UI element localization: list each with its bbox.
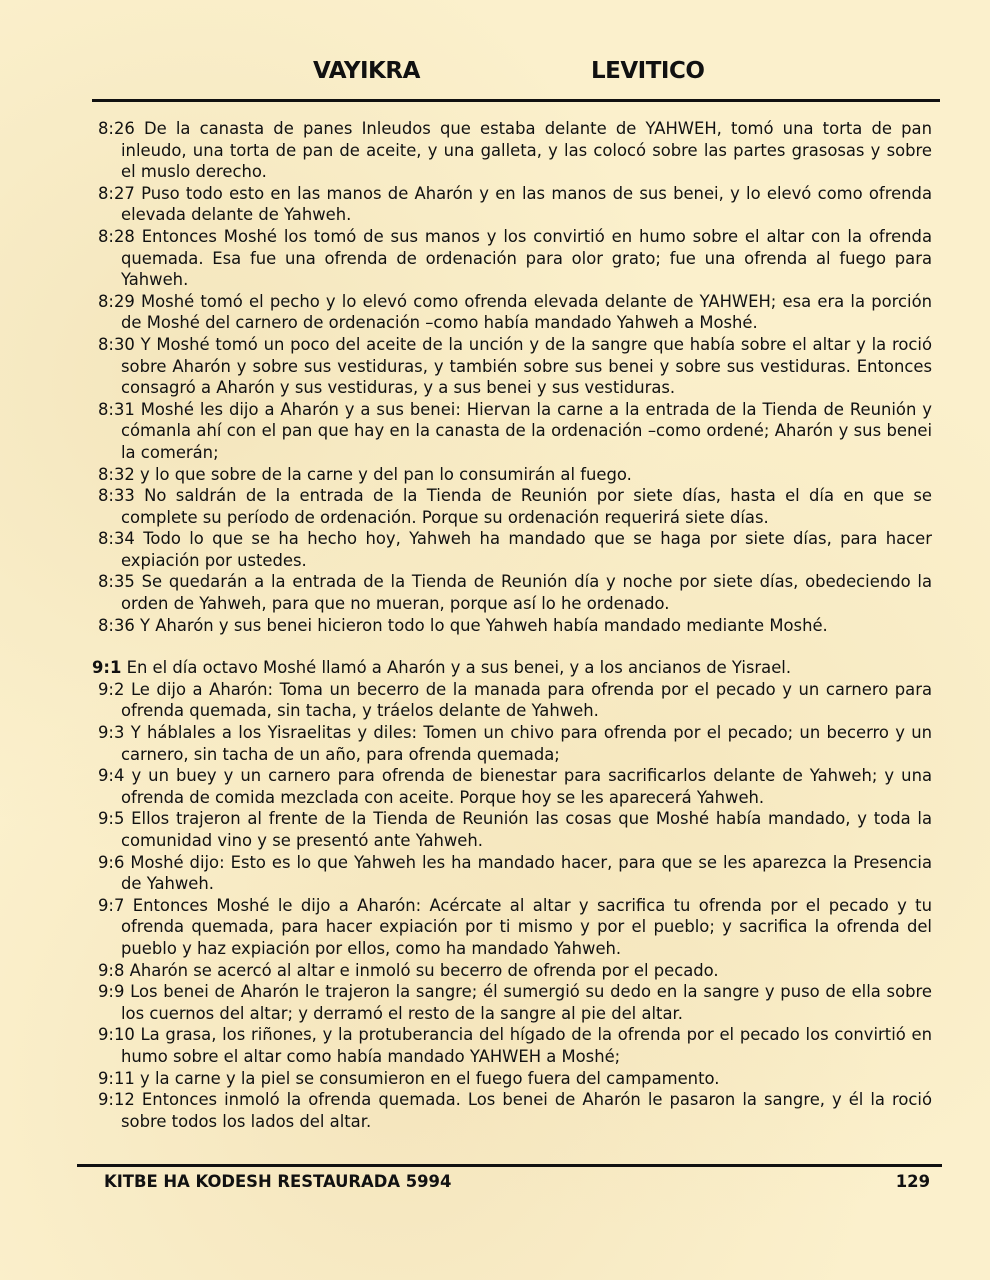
- page-header: [0, 58, 990, 90]
- verse: 9:12 Entonces inmoló la ofrenda quemada. Los benei de Aharón le pasaron la sangre, y él la roció sobre todos los lados del altar.: [98, 1090, 932, 1131]
- verse: 9:8 Aharón se acercó al altar e inmoló su becerro de ofrenda por el pecado.: [98, 960, 719, 980]
- chapter-verse-ref: 9:1: [92, 658, 122, 678]
- scripture-body: [92, 118, 932, 1132]
- verse: 8:28 Entonces Moshé los tomó de sus manos y los convirtió en humo sobre el altar con la ofrenda quemada. Esa fue una ofrenda de ordenación para olor grato; fue una ofrenda al fuego para Yahweh.: [98, 226, 933, 290]
- verse: 9:5 Ellos trajeron al frente de la Tienda de Reunión las cosas que Moshé había mandado, y toda la comunidad vino y se presentó ante Yahweh.: [98, 809, 932, 850]
- verse: 8:27 Puso todo esto en las manos de Aharón y en las manos de sus benei, y lo elevó como ofrenda elevada delante de Yahweh.: [98, 183, 932, 225]
- verse: 8:34 Todo lo que se ha hecho hoy, Yahweh ha mandado que se haga por siete días, para hacer expiación por ustedes.: [98, 529, 933, 570]
- verse: 8:26 De la canasta de panes Inleudos que estaba delante de YAHWEH, tomó una torta de pan inleudo, una torta de pan de aceite, y una galleta, y las colocó sobre las partes grasosas y sobre el muslo derecho.: [98, 119, 932, 182]
- verse: 8:36 Y Aharón y sus benei hicieron todo lo que Yahweh había mandado mediante Moshé.: [98, 615, 828, 635]
- chapter-start-verse: 9:1 En el día octavo Moshé llamó a Aharón y a sus benei, y a los ancianos de Yisrael.: [92, 658, 792, 678]
- verse: 9:7 Entonces Moshé le dijo a Aharón: Acércate al altar y sacrifica tu ofrenda por el pecado y tu ofrenda quemada, para hacer expiación por ti mismo y por el pueblo; y sacrifica la ofrenda del pueblo y haz expiación por ellos, como ha mandado Yahweh.: [98, 895, 932, 958]
- chapter-break: [92, 636, 932, 657]
- verse: 8:31 Moshé les dijo a Aharón y a sus benei: Hiervan la carne a la entrada de la Tienda de Reunión y cómanla ahí con el pan que hay en la canasta de la ordenación –como ordené; Aharón y sus benei la comerán;: [98, 399, 932, 462]
- verse: 9:3 Y háblales a los Yisraelitas y diles: Tomen un chivo para ofrenda por el pecado; un becerro y un carnero, sin tacha de un año, para ofrenda quemada;: [98, 723, 932, 764]
- verse: 9:2 Le dijo a Aharón: Toma un becerro de la manada para ofrenda por el pecado y un carnero para ofrenda quemada, sin tacha, y tráelos delante de Yahweh.: [98, 679, 933, 721]
- verse: 8:33 No saldrán de la entrada de la Tienda de Reunión por siete días, hasta el día en que se complete su período de ordenación. Porque su ordenación requerirá siete días.: [98, 486, 932, 527]
- verse: 8:32 y lo que sobre de la carne y del pan lo consumirán al fuego.: [98, 464, 632, 484]
- verse: 9:9 Los benei de Aharón le trajeron la sangre; él sumergió su dedo en la sangre y puso de ella sobre los cuernos del altar; y derramó el resto de la sangre al pie del altar.: [98, 982, 932, 1023]
- verse: 9:6 Moshé dijo: Esto es lo que Yahweh les ha mandado hacer, para que se les aparezca la Presencia de Yahweh.: [98, 852, 932, 894]
- page-footer: [0, 1172, 990, 1194]
- publication-title: KITBE HA KODESH RESTAURADA 5994: [104, 1172, 452, 1191]
- verse: 8:35 Se quedarán a la entrada de la Tienda de Reunión día y noche por siete días, obedeciendo la orden de Yahweh, para que no mueran, porque así lo he ordenado.: [98, 572, 933, 614]
- verse: 8:30 Y Moshé tomó un poco del aceite de la unción y de la sangre que había sobre el altar y la roció sobre Aharón y sobre sus vestiduras, y también sobre sus benei y sobre sus vestiduras. Entonces consagró a Aharón y sus vestiduras, y a sus benei y sus vestiduras.: [98, 334, 932, 398]
- verse: 9:10 La grasa, los riñones, y la protuberancia del hígado de la ofrenda por el pecado los convirtió en humo sobre el altar como había mandado YAHWEH a Moshé;: [98, 1025, 932, 1066]
- verse: 9:11 y la carne y la piel se consumieron en el fuego fuera del campamento.: [98, 1068, 720, 1088]
- header-divider: [92, 99, 940, 102]
- book-name-spanish: LEVITICO: [591, 58, 705, 84]
- book-name-hebrew: VAYIKRA: [313, 58, 420, 84]
- page-number: 129: [895, 1172, 930, 1191]
- verse: 9:4 y un buey y un carnero para ofrenda de bienestar para sacrificarlos delante de Yahweh; y una ofrenda de comida mezclada con aceite. Porque hoy se les aparecerá Yahweh.: [98, 766, 932, 807]
- footer-divider: [77, 1164, 942, 1167]
- verse: 8:29 Moshé tomó el pecho y lo elevó como ofrenda elevada delante de YAHWEH; esa era la porción de Moshé del carnero de ordenación –como había mandado Yahweh a Moshé.: [98, 291, 932, 333]
